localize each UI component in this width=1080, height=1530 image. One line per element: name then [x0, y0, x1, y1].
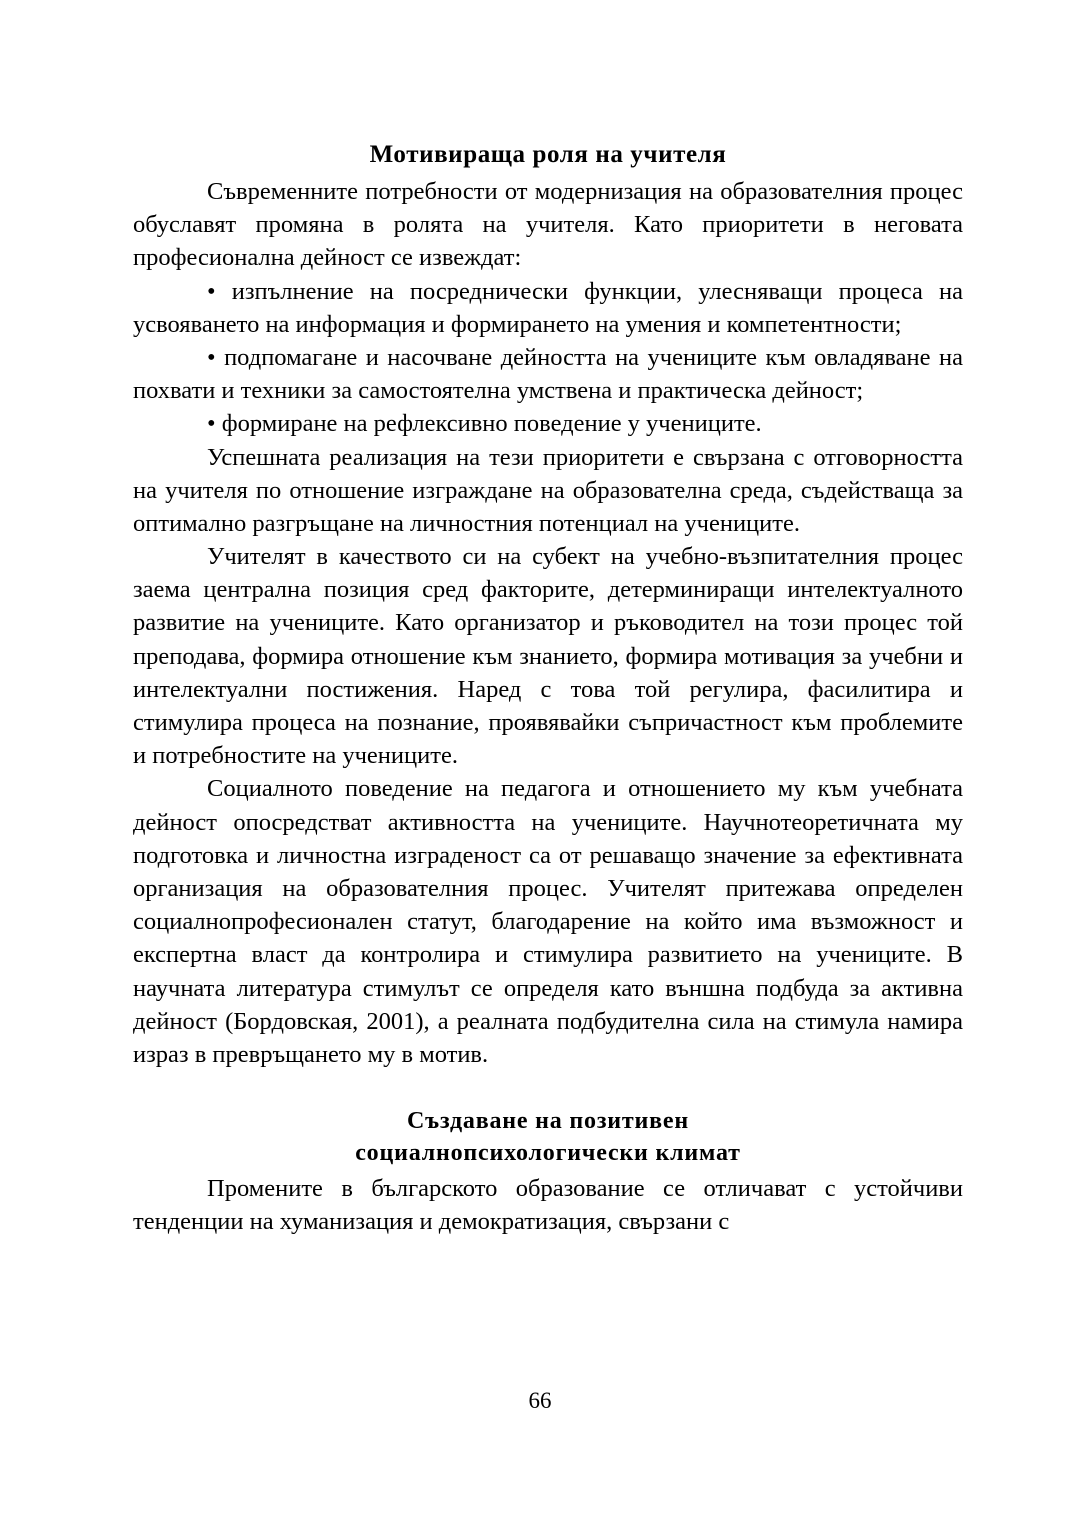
section-heading-line-1: Създаване на позитивен	[407, 1108, 689, 1135]
section-heading-line-2: социалнопсихологически климат	[355, 1140, 741, 1167]
paragraph-section-intro: Промените в българското образование се отличават с устойчиви тенденции на хуманизация и демократизация, свързани с	[133, 1174, 963, 1236]
page-number: 66	[528, 1388, 552, 1413]
paragraph-intro: Съвременните потребности от модернизация на образователния процес обуславят промяна в ролята на учителя. Като приоритети в неговата професионална дейност се извеждат:	[133, 178, 963, 272]
paragraph-social-behavior: Социалното поведение на педагога и отношението му към учебната дейност опосредстват активността на учениците. Научнотеоретичната му подготовка и личностна изграденост са от решаващо значение за ефективната организация на образователния процес. Учителят притежава определен социалнопрофесионален статут, благодарение на който има възможност и експертна власт да контролира и стимулира развитието на учениците. В научната литература стимулът се определя като външна подбуда за активна дейност (Бордовская, 2001), а реалната подбудителна сила на стимула намира израз в превръщането му в мотив.	[133, 775, 963, 1068]
section-heading	[133, 1105, 963, 1170]
paragraph-realization: Успешната реализация на тези приоритети е свързана с отговорността на учителя по отношение изграждане на образователна среда, съдействаща за оптимално разгръщане на личностния потенциал на учениците.	[133, 443, 963, 537]
bullet-item-3: • формиране на рефлексивно поведение у учениците.	[207, 410, 762, 438]
bullet-item-2: • подпомагане и насочване дейността на учениците към овладяване на похвати и техники за самостоятелна умствена и практическа дейност;	[133, 343, 963, 405]
page-content	[133, 138, 963, 1238]
paragraph-teacher-subject: Учителят в качеството си на субект на учебно-възпитателния процес заема централна позиция сред факторите, детерминиращи интелектуалното развитие на учениците. Като организатор и ръководител на този процес той преподава, формира отношение към знанието, формира мотивация за учебни и интелектуални постижения. Наред с това той регулира, фасилитира и стимулира процеса на познание, проявявайки съпричастност към проблемите и потребностите на учениците.	[133, 543, 963, 770]
page-title: Мотивираща роля на учителя	[369, 141, 727, 168]
bullet-item-1: • изпълнение на посреднически функции, улесняващи процеса на усвояването на информация и формирането на умения и компетентности;	[133, 277, 963, 338]
